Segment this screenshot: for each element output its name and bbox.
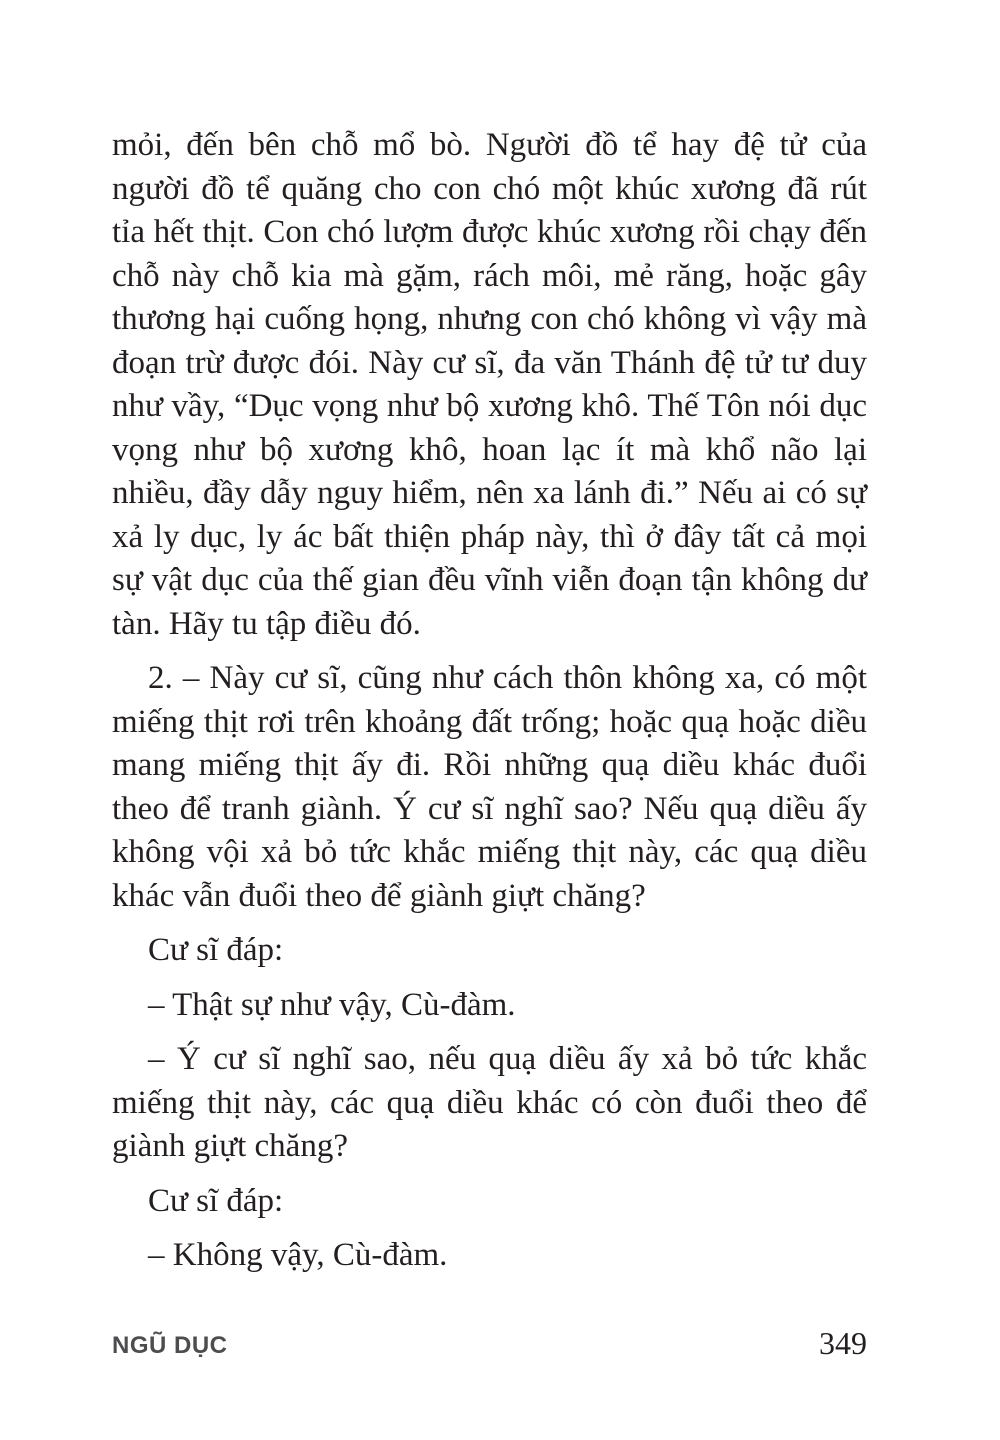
page-footer <box>112 1322 867 1366</box>
page-body <box>112 124 867 1278</box>
paragraph-3: Cư sĩ đáp: <box>148 932 284 968</box>
page-number: 349 <box>819 1325 867 1361</box>
paragraph-5: – Ý cư sĩ nghĩ sao, nếu quạ diều ấy xả bỏ tức khắc miếng thịt này, các quạ diều khác có còn đuổi theo để giành giựt chăng? <box>112 1041 867 1164</box>
paragraph-6: Cư sĩ đáp: <box>148 1182 284 1219</box>
paragraph-2: 2. – Này cư sĩ, cũng như cách thôn không xa, có một miếng thịt rơi trên khoảng đất trống; hoặc quạ hoặc diều mang miếng thịt ấy đi. Rồi những quạ diều khác đuổi theo để tranh giành. Ý cư sĩ nghĩ sao? Nếu quạ diều ấy không vội xả bỏ tức khắc miếng thịt này, các quạ diều khác vẫn đuổi theo để giành giựt chăng? <box>112 660 867 914</box>
paragraph-1: mỏi, đến bên chỗ mổ bò. Người đồ tể hay đệ tử của người đồ tể quăng cho con chó một khúc xương đã rút tỉa hết thịt. Con chó lượm được khúc xương rồi chạy đến chỗ này chỗ kia mà gặm, rách môi, mẻ răng, hoặc gây thương hại cuống họng, nhưng con chó không vì vậy mà đoạn trừ được đói. Này cư sĩ, đa văn Thánh đệ tử tư duy như vầy, “Dục vọng như bộ xương khô. Thế Tôn nói dục vọng như bộ xương khô, hoan lạc ít mà khổ não lại nhiều, đầy dẫy nguy hiểm, nên xa lánh đi.” Nếu ai có sự xả ly dục, ly ác bất thiện pháp này, thì ở đây tất cả mọi sự vật dục của thế gian đều vĩnh viễn đoạn tận không dư tàn. Hãy tu tập điều đó. <box>112 127 867 642</box>
paragraph-7: – Không vậy, Cù-đàm. <box>148 1237 448 1273</box>
paragraph-4: – Thật sự như vậy, Cù-đàm. <box>148 986 516 1023</box>
running-title: NGŨ DỤC <box>112 1332 228 1359</box>
